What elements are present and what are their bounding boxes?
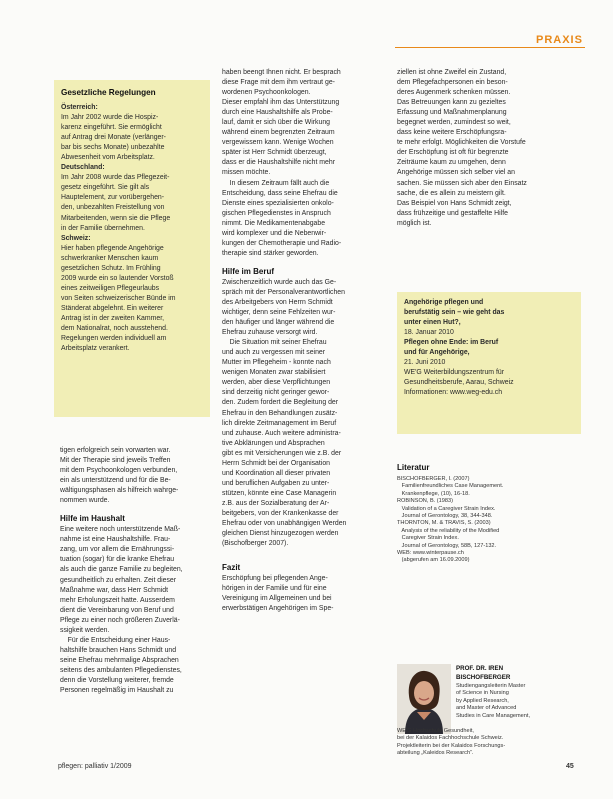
text-line: dass er die Haushaltshilfe nicht mehr [222,159,335,167]
text-line: Analysis of the reliability of the Modified [397,527,500,534]
text-line: wichtiger, denn seine Fehlzeiten wur- [222,309,336,317]
col2-fazit [222,574,385,614]
text-line: lich direkte Zeitmanagement im Beruf [222,419,337,427]
text-line: In diesem Zeitraum fällt auch die [222,179,330,187]
author-photo [397,664,451,734]
text-line: Zwischenzeitlich wurde auch das Ge- [222,278,337,286]
text-line: dass frühzeitige und gestaffelte Hilfe [397,209,508,217]
text-line: Vereinigung im Allgemeinen und bei [222,595,332,603]
text-line: 18. Januar 2010 [404,329,454,337]
text-line: bar bis sechs Monate) unbezahlte [61,144,165,152]
text-line: nommen wurde. [60,497,110,505]
text-line: Studiengangsleiterin Master [456,683,526,689]
col2-top [222,68,385,259]
text-line: begegnet werden, zumindest so weit, [397,119,511,127]
text-line: Im Jahr 2002 wurde die Hospiz- [61,114,159,122]
text-line: wältigungsphasen als hilfreich wahrge- [60,487,179,495]
text-line: Mitarbeitenden, wenn sie die Pflege [61,214,171,222]
text-line: vergewissern kann. Wenige Wochen [222,139,334,147]
text-line: und zuhause. Auch weitere administra- [222,429,341,437]
text-line: wird komplexer und die Nebenwir- [222,229,327,237]
page-number: 45 [566,763,574,770]
text-line: Erfassung und Maßnahmenplanung [397,109,507,117]
text-line: Hier haben pflegende Angehörige [61,244,164,252]
text-line: wenigen Monaten zwar stabilisiert [222,369,326,377]
text-line: Mutter im Pflegeheim - konnte nach [222,359,331,367]
text-line: Ehefrau oder von unabhängigen Werden [222,520,347,528]
author-portrait-icon [397,664,451,734]
text-line: dem Nationalrat, noch ausstehend. [61,325,168,333]
text-line: mit dem Psychoonkologen verbunden, [60,467,178,475]
text-line: WE'G Hochschule Gesundheit, [397,728,474,734]
col1-body [60,525,210,696]
text-line: Zeiträume kaum zu umgehen, denn [397,159,506,167]
text-line: kungen der Chemotherapie und Radio- [222,239,342,247]
event-box-content [404,298,578,398]
author-lines-b-inner [397,728,592,758]
text-line: gleichen Dienst hinzugezogen werden [222,530,339,538]
text-line: Österreich: [61,104,98,111]
text-line: 21. Juni 2010 [404,359,446,367]
text-line: auf Antrag drei Monate (verlänger- [61,134,166,142]
text-line: Im Jahr 2008 wurde das Pflegezeit- [61,174,170,182]
author-name-2: BISCHOFBERGER [456,674,511,681]
text-line: ssigkeit werden. [60,626,110,634]
text-line: wordenen Psychoonkologen. [222,89,311,97]
text-line: haben beengt Ihnen nicht. Er besprach [222,69,341,76]
text-line: lauf, damit er sich über die Wirkung [222,119,330,127]
text-line: Validation of a Caregiver Strain Index. [397,505,496,512]
text-line: 2009 wurde ein so lautender Vorstoß [61,274,174,282]
legal-lines [61,103,207,354]
text-line: Ständerat abgelehnt. Ein weiterer [61,304,164,312]
text-line: und beruflichen Aufgaben zu unter- [222,479,330,487]
text-line: Dienste eines spezialisierten onkolo- [222,199,334,207]
text-line: und auch zu vergessen mit seiner [222,349,326,357]
text-line: später ist Herr Schmidt überzeugt, [222,149,327,157]
text-line: Angehörige müssen sich selber viel an [397,169,515,177]
text-line: schwerkranker Menschen kaum [61,254,159,262]
text-line: Hauptelement, zur vorübergehen- [61,194,165,202]
text-line: Pflegen ohne Ende: im Beruf [404,339,499,347]
event-lines [404,298,578,398]
literature-lines [397,476,582,565]
author-lines-a-inner [456,683,591,720]
text-line: tive Abklärungen und Absprachen [222,439,325,447]
text-line: des Arbeitgebers von Herrn Schmidt [222,298,333,306]
text-line: te mehr erfolgt. Möglichkeiten die Vorstufe [397,139,526,147]
text-line: stützen, könnte eine Case Managerin [222,489,337,497]
text-line: werden, aber diese Verpflichtungen [222,379,331,387]
text-line: diese Frage mit dem ihm vertraut ge- [222,79,335,87]
text-line: Journal of Gerontology, 38, 344-348. [397,513,493,520]
text-line: Eine weitere noch unterstützende Maß- [60,526,181,534]
text-line: ein als unterstützend und für die Be- [60,477,171,485]
col3-top [397,68,579,229]
text-line: Das Betreuungen kann zu gezieltes [397,99,506,107]
text-line: den, unbezahlten Freistellung von [61,204,165,212]
text-line: Gesundheitsberufe, Aarau, Schweiz [404,379,514,387]
column-3 [397,68,579,229]
text-line: in der Familie übernehmen. [61,224,145,232]
text-line: (Bischofberger 2007). [222,540,289,548]
text-line: sachen. Sie müssen sich aber den Einsatz [397,179,527,187]
text-line: tigen erfolgreich sein vorwarten war. [60,447,171,454]
text-line: den häufiger und länger während die [222,319,335,327]
text-line: von Seiten schweizerischer Bünde im [61,294,176,302]
text-line: gibt es mit Versicherungen wie z.B. der [222,449,342,457]
text-line: Maßnahme war, dass Herr Schmidt [60,586,168,594]
text-line: zang, um vor allem die Ernährungssi- [60,546,175,554]
text-line: Studies in Care Management, [456,712,531,719]
section-tag: PRAXIS [536,34,583,46]
text-line: dass keine weitere Erschöpfungsra- [397,129,507,137]
text-line: hörigen in der Familie und für eine [222,585,327,593]
text-line: dient die Vereinbarung von Beruf und [60,606,174,614]
author-name: PROF. DR. IREN [456,665,504,672]
col2-mid [222,278,385,549]
text-line: Entscheidung, dass seine Ehefrau die [222,189,338,197]
text-line: Informationen: www.weg-edu.ch [404,389,503,397]
text-line: nimmt. Die Medikamentenabgabe [222,219,326,227]
text-line: Das Beispiel von Hans Schmidt zeigt, [397,199,512,207]
text-line: bei der Kalaidos Fachhochschule Schweiz. [397,735,504,742]
author-lines-a [456,683,591,720]
text-line: Deutschland: [61,164,105,172]
text-line: durch eine Haushaltshilfe als Probe- [222,109,333,117]
literature-heading: Literatur [397,463,430,472]
text-line: während einem begrenzten Zeitraum [222,129,335,137]
text-line: Die Situation mit seiner Ehefrau [222,339,327,347]
header-rule [395,47,585,48]
text-line: nahme ist eine Haushaltshilfe. Frau- [60,536,171,544]
text-line: erwerbstätigen Angehörigen im Spe- [222,605,334,613]
text-line: by Applied Research, [456,697,509,704]
text-line: Journal of Gerontology, 58B, 127-132. [397,542,497,549]
literature [397,463,582,565]
text-line: Krankenpflege, (10), 16-18. [397,490,470,497]
text-line: und für Angehörige, [404,349,470,357]
text-line: sache, die es allein zu meistern gilt. [397,189,506,197]
text-line: Familienfreundliches Case Management. [397,483,504,490]
heading-haushalt: Hilfe im Haushalt [60,514,125,524]
text-line: unter einen Hut?, [404,319,461,327]
text-line: tuation (sogar) für die kranke Ehefrau [60,556,175,564]
footer-magazine: pflegen: palliativ 1/2009 [58,763,132,770]
text-line: sind derzeitig nicht geringer gewor- [222,389,330,397]
text-line: Abwesenheit vom Arbeitsplatz. [61,154,155,162]
text-line: WEB: www.winterpause.ch [397,550,464,557]
heading-fazit: Fazit [222,563,241,573]
text-line: (abgerufen am 16.09.2009) [397,557,470,564]
text-line: und Koordination all dieser privaten [222,469,331,477]
legal-box-content [61,88,207,354]
text-line: der Erschöpfung ist oft für begrenzte [397,149,509,157]
text-line: Für die Entscheidung einer Haus- [60,636,171,644]
text-line: haltshilfe brauchen Hans Schmidt und [60,646,177,654]
text-line: Pflege zu einer noch größeren Zuverlä- [60,616,180,624]
text-line: gesundheitlich zu erhalten. Zeit dieser [60,576,177,584]
text-line: als auch die ganze Familie zu begleiten, [60,566,183,574]
text-line: Herrn Schmidt bei der Organisation [222,459,331,467]
text-line: Personen regelmäßig im Haushalt zu [60,687,174,695]
author-bio [456,664,591,682]
legal-box-title: Gesetzliche Regelungen [61,88,156,97]
column-1-bottom [60,446,210,696]
text-line: Ehefrau zuhause versorgt wird. [222,329,318,337]
text-line: and Master of Advanced [456,705,517,712]
text-line: karenz eingeführt. Sie ermöglicht [61,124,162,132]
text-line: of Science in Nursing [456,690,509,697]
text-line: Angehörige pflegen und [404,299,484,306]
text-line: Arbeitsplatz verankert. [61,345,130,353]
text-line: Dieser empfahl ihm das Unterstützung [222,99,340,107]
column-2 [222,68,385,614]
text-line: mehr Erholungszeit hatte. Ausserdem [60,596,175,604]
heading-beruf: Hilfe im Beruf [222,266,275,276]
text-line: gesetz eingeführt. Sie gilt als [61,184,150,192]
text-line: missen möchte. [222,169,271,177]
text-line: gischen Pflegedienstes in Anspruch [222,209,331,217]
text-line: Erschöpfung bei pflegenden Ange- [222,575,328,583]
text-line: ziellen ist ohne Zweifel ein Zustand, [397,69,507,76]
text-line: abteilung „Kaleidos Research“. [397,750,474,757]
text-line: ROBINSON, B. (1983) [397,498,453,505]
text-line: möglich ist. [397,219,432,227]
author-lines-b [397,728,592,758]
text-line: seitens des ambulanten Pflegedienstes, [60,666,182,674]
text-line: Caregiver Strain Index. [397,535,459,542]
text-line: denn die Vorstellung weiterer, fremde [60,676,174,684]
text-line: spräch mit der Personalverantwortlichen [222,288,345,296]
text-line: Antrag ist in der zweiten Kammer, [61,314,165,322]
text-line: seine Ehefrau mehrmalige Absprachen [60,656,179,664]
text-line: Schweiz: [61,234,91,242]
text-line: Ehefrau in den Behandlungen zusätz- [222,409,338,417]
text-line: beitgebers, von der Krankenkasse der [222,509,339,517]
col1-intro [60,446,210,506]
text-line: Mit der Therapie sind jeweils Treffen [60,457,171,465]
text-line: WE'G Weiterbildungszentrum für [404,369,504,377]
text-line: eines zeitweiligen Pflegeurlaubs [61,284,160,292]
text-line: Regelungen werden individuell am [61,335,167,343]
text-line: den. Zudem fordert die Begleitung der [222,399,339,407]
text-line: gesetzlichen Schutz. Im Frühling [61,264,161,272]
text-line: BISCHOFBERGER, I. (2007) [397,476,470,482]
text-line: berufstätig sein – wie geht das [404,309,505,317]
text-line: therapie sind stärker geworden. [222,249,319,257]
text-line: THORNTON, M. & TRAVIS, S. (2003) [397,520,491,527]
text-line: Projektleiterin bei der Kalaidos Forschungs- [397,742,506,749]
text-line: z.B. aus der Sozialberatung der Ar- [222,499,330,507]
text-line: dem Pflegefachpersonen ein beson- [397,79,508,87]
text-line: deres Augenmerk schenken müssen. [397,89,511,97]
